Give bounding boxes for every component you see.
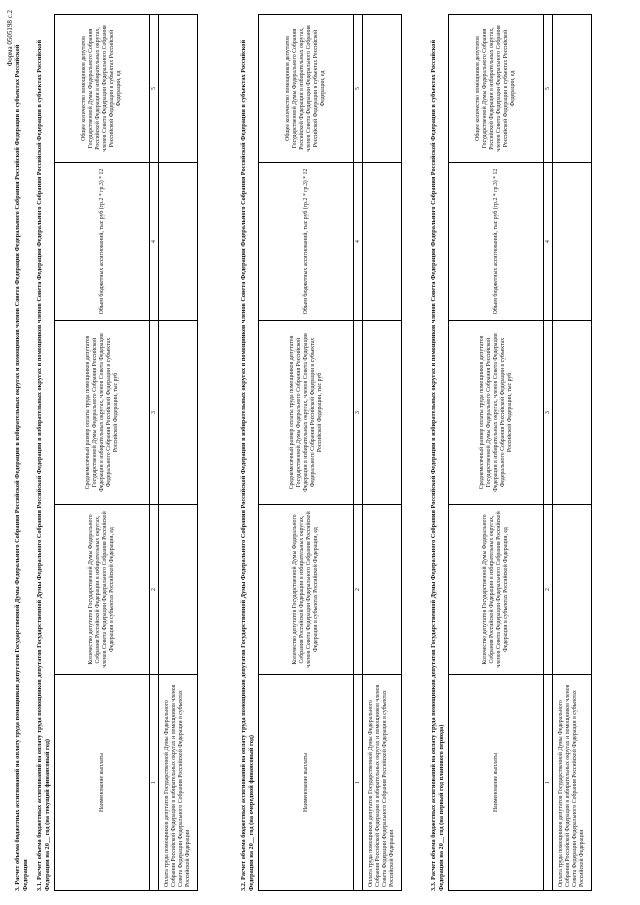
value-cell-deputies xyxy=(159,505,198,675)
column-number: 3 xyxy=(150,321,159,505)
value-cell-budget xyxy=(159,163,198,321)
column-number: 2 xyxy=(544,505,553,675)
value-cell-budget xyxy=(363,163,402,321)
section-title: 3.1. Расчет объема бюджетных ассигнований на оплату труда помощников депутатов Государственной Думы Федерального Собрания Российской Федерации в избирательных округах и помощников членов Совета Федерации Федерального Собрания Российской Федерации в субъектах Российской Федерации на 20__ год (на текущий финансовый год) xyxy=(36,39,51,891)
header-budget-volume: Объем бюджетных ассигнований, тыс руб (гр.2 * гр.3) * 12 xyxy=(55,163,150,321)
header-payment-name: Наименование выплаты xyxy=(449,675,544,891)
section-title: 3.3. Расчет объема бюджетных ассигнований на оплату труда помощников депутатов Государственной Думы Федерального Собрания Российской Федерации в избирательных округах и помощников членов Совета Федерации Федерального Собрания Российской Федерации в субъектах Российской Федерации на 20__ год (на первый год планового периода) xyxy=(430,39,445,891)
header-deputies-count: Количество депутатов Государственной Думы Федерального Собрания Российской Федерации в избирательных округах, членов Совета Федерации Федерального Собрания Российской Федерации в субъектах Российской Федерации, ед xyxy=(449,505,544,675)
value-cell-assistants xyxy=(553,15,592,163)
column-number: 2 xyxy=(354,505,363,675)
header-assistants-total: Общее количество помощников депутатов Государственной Думы Федерального Собрания Российской Федерации в избирательных округах, членов Совета Федерации Федерального Собрания Российской Федерации в субъектах Российской Федерации, ед xyxy=(449,15,544,163)
header-payment-name: Наименование выплаты xyxy=(55,675,150,891)
value-cell-assistants xyxy=(363,15,402,163)
section-title: 3.2. Расчет объема бюджетных ассигнований на оплату труда помощников депутатов Государственной Думы Федерального Собрания Российской Федерации в избирательных округах и помощников членов Совета Федерации Федерального Собрания Российской Федерации в субъектах Российской Федерации на 20__ год (на очередной финансовый год) xyxy=(240,39,255,891)
column-number: 5 xyxy=(544,15,553,163)
header-budget-volume: Объем бюджетных ассигнований, тыс руб (гр.2 * гр.3) * 12 xyxy=(449,163,544,321)
column-number: 3 xyxy=(544,321,553,505)
form-number: Форма 0505198 с.2 xyxy=(6,10,14,67)
header-avg-salary: Среднемесячный размер оплаты труда помощников депутатов Государственной Думы Федерального Собрания Российской Федерации в избирательных округах, членов Совета Федерации Федерального Собрания Российской Федерации в субъектах Российской Федерации, тыс руб xyxy=(55,321,150,505)
row-label: Оплата труда помощников депутатов Государственной Думы Федерального Собрания Российской Федерации в избирательных округах и помощников членов Совета Федерации Федерального Собрания Российской Федерации в субъектах Российской Федерации xyxy=(553,675,592,891)
column-number: 4 xyxy=(354,163,363,321)
header-budget-volume: Объем бюджетных ассигнований, тыс руб (гр.2 * гр.3) * 12 xyxy=(259,163,354,321)
value-cell-salary xyxy=(159,321,198,505)
header-avg-salary: Среднемесячный размер оплаты труда помощников депутатов Государственной Думы Федерального Собрания Российской Федерации в избирательных округах, членов Совета Федерации Федерального Собрания Российской Федерации в субъектах Российской Федерации, тыс руб xyxy=(449,321,544,505)
header-assistants-total: Общее количество помощников депутатов Государственной Думы Федерального Собрания Российской Федерации в избирательных округах, членов Совета Федерации Федерального Собрания Российской Федерации в субъектах Российской Федерации, ед xyxy=(259,15,354,163)
column-number: 5 xyxy=(354,15,363,163)
calc-table xyxy=(448,14,592,891)
header-deputies-count: Количество депутатов Государственной Думы Федерального Собрания Российской Федерации в избирательных округах, членов Совета Федерации Федерального Собрания Российской Федерации в субъектах Российской Федерации, ед xyxy=(259,505,354,675)
column-number: 2 xyxy=(150,505,159,675)
section-3-1 xyxy=(36,15,198,891)
calc-table xyxy=(258,14,402,891)
column-number: 4 xyxy=(544,163,553,321)
section-3-3 xyxy=(430,15,592,891)
value-cell-deputies xyxy=(363,505,402,675)
main-title: 3. Расчет объема бюджетных ассигнований на оплату труда помощников депутатов Государственной Думы Федерального Собрания Российской Федерации в избирательных округах и помощников членов Совета Федерации Федерального Собрания Российской Федерации в субъектах Российской Федерации xyxy=(14,44,29,891)
header-assistants-total: Общее количество помощников депутатов Государственной Думы Федерального Собрания Российской Федерации в избирательных округах, членов Совета Федерации Федерального Собрания Российской Федерации в субъектах Российской Федерации, ед xyxy=(55,15,150,163)
calc-table xyxy=(54,14,198,891)
column-number: 3 xyxy=(354,321,363,505)
value-cell-salary xyxy=(363,321,402,505)
column-number: 4 xyxy=(150,163,159,321)
column-number: 1 xyxy=(150,675,159,891)
row-label: Оплата труда помощников депутатов Государственной Думы Федерального Собрания Российской Федерации в избирательных округах и помощников членов Совета Федерации Федерального Собрания Российской Федерации в субъектах Российской Федерации xyxy=(159,675,198,891)
header-payment-name: Наименование выплаты xyxy=(259,675,354,891)
value-cell-assistants xyxy=(159,15,198,163)
column-number: 5 xyxy=(150,15,159,163)
header-avg-salary: Среднемесячный размер оплаты труда помощников депутатов Государственной Думы Федерального Собрания Российской Федерации в избирательных округах, членов Совета Федерации Федерального Собрания Российской Федерации в субъектах Российской Федерации, тыс руб xyxy=(259,321,354,505)
section-3-2 xyxy=(240,15,402,891)
column-number: 1 xyxy=(544,675,553,891)
column-number: 1 xyxy=(354,675,363,891)
value-cell-salary xyxy=(553,321,592,505)
value-cell-deputies xyxy=(553,505,592,675)
header-deputies-count: Количество депутатов Государственной Думы Федерального Собрания Российской Федерации в избирательных округах, членов Совета Федерации Федерального Собрания Российской Федерации в субъектах Российской Федерации, ед xyxy=(55,505,150,675)
value-cell-budget xyxy=(553,163,592,321)
row-label: Оплата труда помощников депутатов Государственной Думы Федерального Собрания Российской Федерации в избирательных округах и помощников членов Совета Федерации Федерального Собрания Российской Федерации в субъектах Российской Федерации xyxy=(363,675,402,891)
